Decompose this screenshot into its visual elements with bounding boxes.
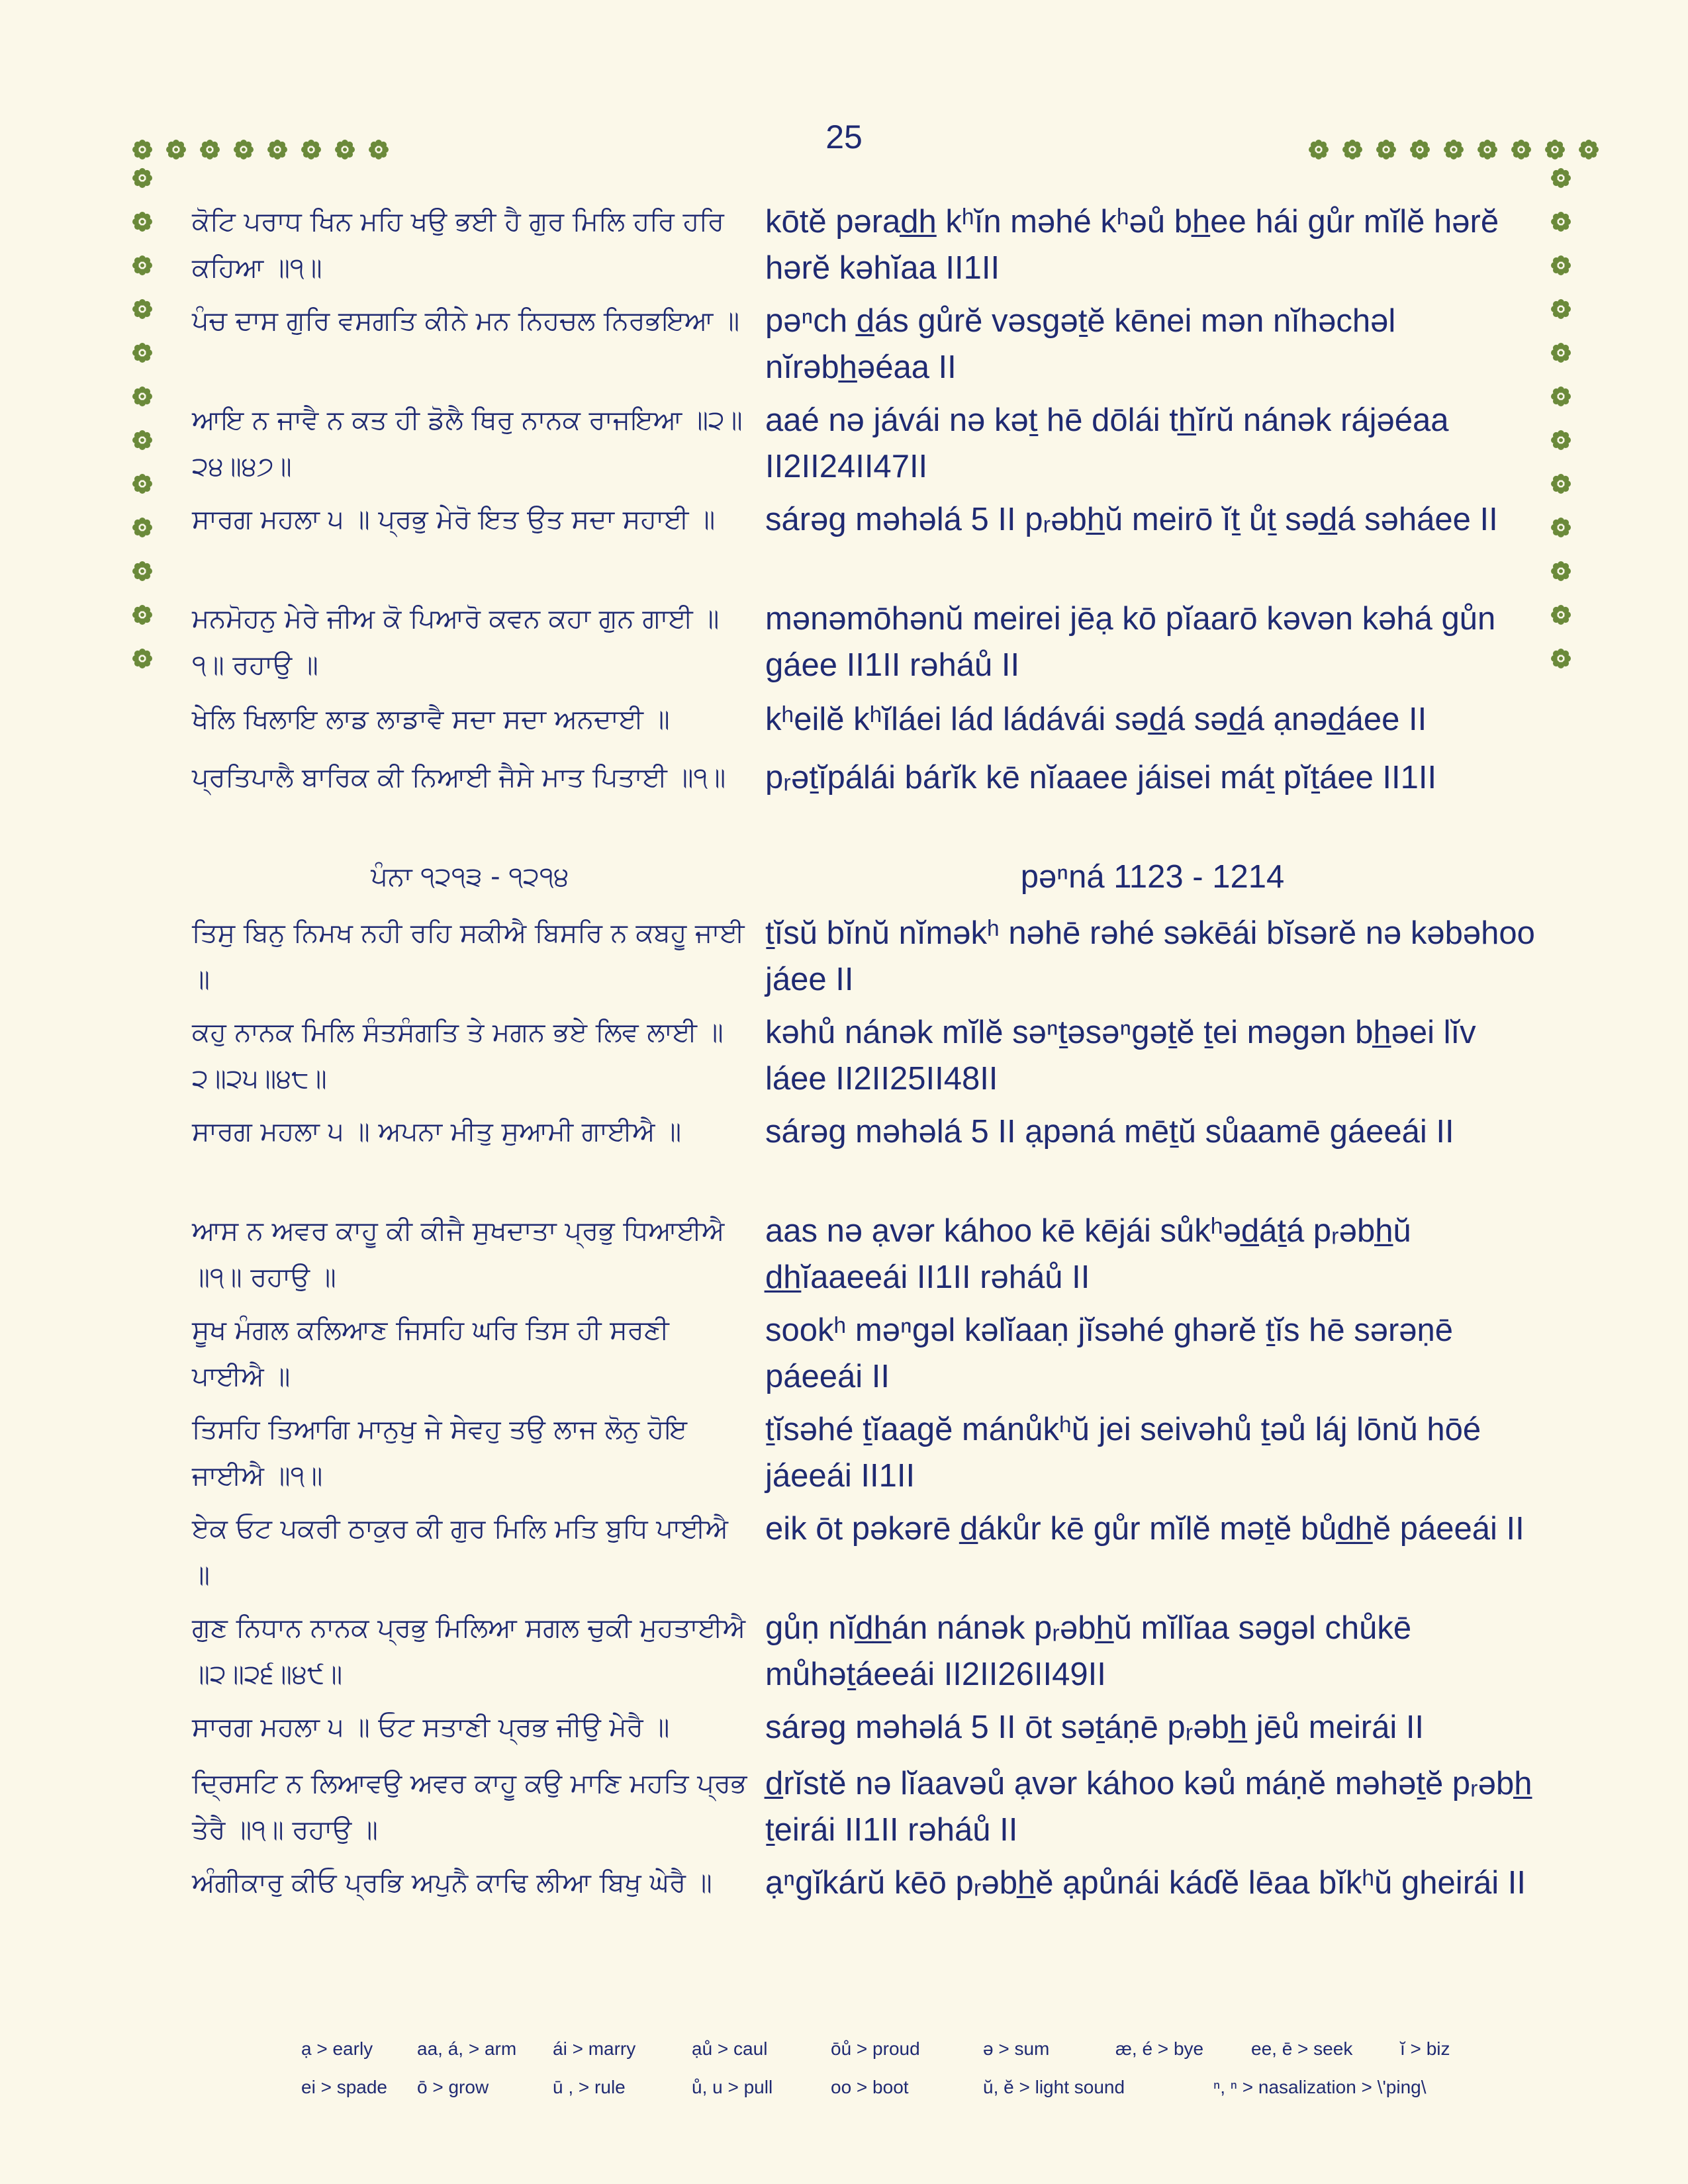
legend-item: ee, ē > seek <box>1251 2038 1353 2059</box>
flower-ornament-icon <box>1550 254 1572 277</box>
transliteration-line: pəⁿch d̲ás gůrĕ vəsgəṯĕ kēnei mən nĭhəchəl nĭrəbh̲əéaa II <box>765 303 1396 385</box>
transliteration-line: mənəmōhənŭ meirei jēạ kō pĭaarō kəvən kəhá gůn gáee II1II rəháů II <box>765 601 1496 683</box>
flower-ornament-icon <box>165 138 187 161</box>
legend-item: ĭ > biz <box>1400 2038 1450 2059</box>
transliteration-line: ṯĭsŭ bĭnŭ nĭməkʰ nəhē rəhé səkēái bĭsərĕ nə kəbəhoo jáee II <box>765 915 1535 997</box>
legend-row <box>301 2077 1493 2115</box>
legend-item: ạů > caul <box>692 2038 768 2059</box>
gurmukhi-line: ਅੰਗੀਕਾਰੁ ਕੀਓ ਪ੍ਰਭਿ ਅਪੁਨੈ ਕਾਢਿ ਲੀਆ ਬਿਖੁ ਘੇਰੈ ॥ <box>192 1868 712 1898</box>
flower-ornament-icon <box>1341 138 1364 161</box>
transliteration-line: sookʰ məⁿgəl kəlĭaaṇ jĭsəhé ghərĕ ṯĭs hē sərəṇē páeeái II <box>765 1312 1454 1394</box>
transliteration-line: sárəg məhəlá 5 II pᵣəbh̲ŭ meirō ĭṯ ůṯ səd̲á səháee II <box>765 502 1498 537</box>
flower-ornament-icon <box>1550 429 1572 451</box>
gurmukhi-line: ਸੂਖ ਮੰਗਲ ਕਲਿਆਣ ਜਿਸਹਿ ਘਰਿ ਤਿਸ ਹੀ ਸਰਣੀ ਪਾਈਐ ॥ <box>192 1315 669 1392</box>
gurmukhi-line: ਦ੍ਰਿਸਟਿ ਨ ਲਿਆਵਉ ਅਵਰ ਕਾਹੂ ਕਉ ਮਾਣਿ ਮਹਤਿ ਪ੍ਰਭ ਤੇਰੈ ॥੧॥ ਰਹਾਉ ॥ <box>192 1768 747 1845</box>
legend-item: æ, é > bye <box>1115 2038 1204 2059</box>
legend-item: ū , > rule <box>553 2077 626 2097</box>
ornament-right-column <box>1550 167 1572 670</box>
flower-ornament-icon <box>300 138 322 161</box>
flower-ornament-icon <box>1550 473 1572 495</box>
legend-item: ạ > early <box>301 2038 373 2059</box>
legend-item: ⁿ, ⁿ > nasalization > \'ping\ <box>1213 2077 1427 2097</box>
legend-item: oo > boot <box>831 2077 909 2097</box>
transliteration-line: d̲rĭstĕ nə lĭaavəů ạvər káhoo kəů máṇĕ məhəṯĕ pᵣəbh̲ ṯeirái II1II rəháů II <box>765 1766 1532 1848</box>
flower-ornament-icon <box>1550 560 1572 582</box>
flower-ornament-icon <box>131 298 154 320</box>
flower-ornament-icon <box>1550 167 1572 189</box>
flower-ornament-icon <box>131 138 154 161</box>
gurmukhi-line: ਸਾਰਗ ਮਹਲਾ ੫ ॥ ਅਪਨਾ ਮੀਤੁ ਸੁਆਮੀ ਗਾਈਐ ॥ <box>192 1116 682 1147</box>
flower-ornament-icon <box>1442 138 1465 161</box>
flower-ornament-icon <box>1550 647 1572 670</box>
flower-ornament-icon <box>1409 138 1431 161</box>
gurmukhi-line: ਕੋਟਿ ਪਰਾਧ ਖਿਨ ਮਹਿ ਖਉ ਭਈ ਹੈ ਗੁਰ ਮਿਲਿ ਹਰਿ ਹਰਿ ਕਹਿਆ ॥੧॥ <box>192 206 724 283</box>
gurmukhi-line: ਤਿਸੁ ਬਿਨੁ ਨਿਮਖ ਨਹੀ ਰਹਿ ਸਕੀਐ ਬਿਸਰਿ ਨ ਕਬਹੂ ਜਾਈ ॥ <box>192 918 745 995</box>
flower-ornament-icon <box>199 138 221 161</box>
gurmukhi-line: ਕਹੁ ਨਾਨਕ ਮਿਲਿ ਸੰਤਸੰਗਤਿ ਤੇ ਮਗਨ ਭਏ ਲਿਵ ਲਾਈ ॥੨॥੨੫॥੪੮॥ <box>192 1017 724 1094</box>
page-number: 25 <box>825 118 863 156</box>
legend-item: ei > spade <box>301 2077 387 2097</box>
gurmukhi-page-range: ਪੰਨਾ ੧੨੧੩ - ੧੨੧੪ <box>371 862 569 892</box>
legend-item: ə > sum <box>983 2038 1050 2059</box>
legend-item: ů, u > pull <box>692 2077 773 2097</box>
gurmukhi-line: ਮਨਮੋਹਨੁ ਮੇਰੇ ਜੀਅ ਕੋ ਪਿਆਰੋ ਕਵਨ ਕਹਾ ਗੁਨ ਗਾਈ ॥੧॥ ਰਹਾਉ ॥ <box>192 604 720 680</box>
gurmukhi-line: ਪੰਚ ਦਾਸ ਗੁਰਿ ਵਸਗਤਿ ਕੀਨੇ ਮਨ ਨਿਹਚਲ ਨਿਰਭਇਆ ॥ <box>192 306 740 336</box>
transliteration-line: sárəg məhəlá 5 II ạpəná mēṯŭ sůaamē gáeeái II <box>765 1114 1454 1150</box>
transliteration-line: pᵣəṯĭpálái bárĭk kē nĭaaee jáisei máṯ pĭṯáee II1II <box>765 760 1437 796</box>
flower-ornament-icon <box>1550 341 1572 364</box>
gurmukhi-line: ਤਿਸਹਿ ਤਿਆਗਿ ਮਾਨੁਖੁ ਜੇ ਸੇਵਹੁ ਤਉ ਲਾਜ ਲੋਨੁ ਹੋਇ ਜਾਈਐ ॥੧॥ <box>192 1414 687 1491</box>
flower-ornament-icon <box>131 341 154 364</box>
gurmukhi-line: ਖੇਲਿ ਖਿਲਾਇ ਲਾਡ ਲਾਡਾਵੈ ਸਦਾ ਸਦਾ ਅਨਦਾਈ ॥ <box>192 704 670 735</box>
flower-ornament-icon <box>131 385 154 408</box>
flower-ornament-icon <box>1476 138 1499 161</box>
gurmukhi-line: ਆਸ ਨ ਅਵਰ ਕਾਹੂ ਕੀ ਕੀਜੈ ਸੁਖਦਾਤਾ ਪ੍ਰਭੁ ਧਿਆਈਐ ॥੧॥ ਰਹਾਉ ॥ <box>192 1216 725 1293</box>
flower-ornament-icon <box>334 138 356 161</box>
transliteration-line: aaé nə jávái nə kəṯ hē dōlái th̲ĭrŭ nánək rájəéaa II2II24II47II <box>765 402 1449 484</box>
flower-ornament-icon <box>1550 604 1572 626</box>
transliteration-line: aas nə ạvər káhoo kē kējái sůkʰəd̲áṯá pᵣəbh̲ŭ d̲h̲ĭaaeeái II1II rəháů II <box>765 1213 1411 1295</box>
transliteration-line: ạⁿgĭkárŭ kēō pᵣəbh̲ĕ ạpůnái káɗĕ lēaa bĭkʰŭ gheirái II <box>765 1865 1526 1901</box>
transliteration-line: eik ōt pəkərē d̲ákůr kē gůr mĭlĕ məṯĕ bůd̲h̲ĕ páeeái II <box>765 1511 1524 1547</box>
flower-ornament-icon <box>1550 385 1572 408</box>
ornament-left-column <box>131 167 154 670</box>
legend-item: aa, á, > arm <box>417 2038 517 2059</box>
ornament-top-right <box>1307 138 1600 161</box>
flower-ornament-icon <box>1375 138 1397 161</box>
flower-ornament-icon <box>131 429 154 451</box>
legend-item: ō > grow <box>417 2077 489 2097</box>
flower-ornament-icon <box>131 604 154 626</box>
gurmukhi-line: ਆਇ ਨ ਜਾਵੈ ਨ ਕਤ ਹੀ ਡੋਲੈ ਥਿਰੁ ਨਾਨਕ ਰਾਜਇਆ ॥੨॥੨੪॥੪੭॥ <box>192 405 743 482</box>
gurmukhi-line: ਏਕ ਓਟ ਪਕਰੀ ਠਾਕੁਰ ਕੀ ਗੁਰ ਮਿਲਿ ਮਤਿ ਬੁਧਿ ਪਾਈਐ ॥ <box>192 1514 728 1590</box>
legend-item: ái > marry <box>553 2038 636 2059</box>
flower-ornament-icon <box>131 210 154 233</box>
flower-ornament-icon <box>1577 138 1600 161</box>
legend-row <box>301 2038 1493 2077</box>
flower-ornament-icon <box>232 138 255 161</box>
flower-ornament-icon <box>1544 138 1566 161</box>
flower-ornament-icon <box>367 138 390 161</box>
legend-item: ŭ, ĕ > light sound <box>983 2077 1125 2097</box>
flower-ornament-icon <box>131 647 154 670</box>
flower-ornament-icon <box>131 473 154 495</box>
flower-ornament-icon <box>131 516 154 539</box>
legend-item: ōů > proud <box>831 2038 920 2059</box>
flower-ornament-icon <box>266 138 289 161</box>
gurmukhi-line: ਸਾਰਗ ਮਹਲਾ ੫ ॥ ਓਟ ਸਤਾਣੀ ਪ੍ਰਭ ਜੀਉ ਮੇਰੈ ॥ <box>192 1712 670 1743</box>
gurmukhi-line: ਪ੍ਰਤਿਪਾਲੈ ਬਾਰਿਕ ਕੀ ਨਿਆਈ ਜੈਸੇ ਮਾਤ ਪਿਤਾਈ ॥੧॥ <box>192 762 726 793</box>
transliteration-line: kəhů nánək mĭlĕ səⁿṯəsəⁿgəṯĕ ṯei məgən bh̲əei lĭv láee II2II25II48II <box>765 1015 1476 1097</box>
flower-ornament-icon <box>1510 138 1532 161</box>
transliteration-line: sárəg məhəlá 5 II ōt səṯáṇē pᵣəbh̲ jēů meirái II <box>765 1709 1425 1745</box>
transliteration-page-range: pəⁿná 1123 - 1214 <box>1020 859 1285 895</box>
transliteration-line: ṯĭsəhé ṯĭaagĕ mánůkʰŭ jei seivəhů ṯəů láj lōnŭ hōé jáeeái II1II <box>765 1412 1481 1494</box>
transliteration-line: gůṇ nĭd̲h̲án nánək pᵣəbh̲ŭ mĭlĭaa səgəl chůkē můhəṯáeeái II2II26II49II <box>765 1610 1412 1692</box>
flower-ornament-icon <box>1307 138 1330 161</box>
gurmukhi-line: ਗੁਣ ਨਿਧਾਨ ਨਾਨਕ ਪ੍ਰਭੁ ਮਿਲਿਆ ਸਗਲ ਚੁਕੀ ਮੁਹਤਾਈਐ ॥੨॥੨੬॥੪੯॥ <box>192 1613 746 1690</box>
transliteration-line: kʰeilĕ kʰĭláei lád ládávái səd̲á səd̲á ạnəd̲áee II <box>765 702 1427 737</box>
flower-ornament-icon <box>1550 298 1572 320</box>
transliteration-line: kōtĕ pərad̲h̲ kʰĭn məhé kʰəů bh̲ee hái gůr mĭlĕ hərĕ hərĕ kəhĭaa II1II <box>765 204 1499 286</box>
pronunciation-legend <box>301 2038 1493 2115</box>
flower-ornament-icon <box>1550 210 1572 233</box>
gurmukhi-line: ਸਾਰਗ ਮਹਲਾ ੫ ॥ ਪ੍ਰਭੁ ਮੇਰੋ ਇਤ ਉਤ ਸਦਾ ਸਹਾਈ ॥ <box>192 504 716 535</box>
flower-ornament-icon <box>131 254 154 277</box>
flower-ornament-icon <box>131 560 154 582</box>
ornament-top-left <box>131 138 390 161</box>
flower-ornament-icon <box>1550 516 1572 539</box>
flower-ornament-icon <box>131 167 154 189</box>
